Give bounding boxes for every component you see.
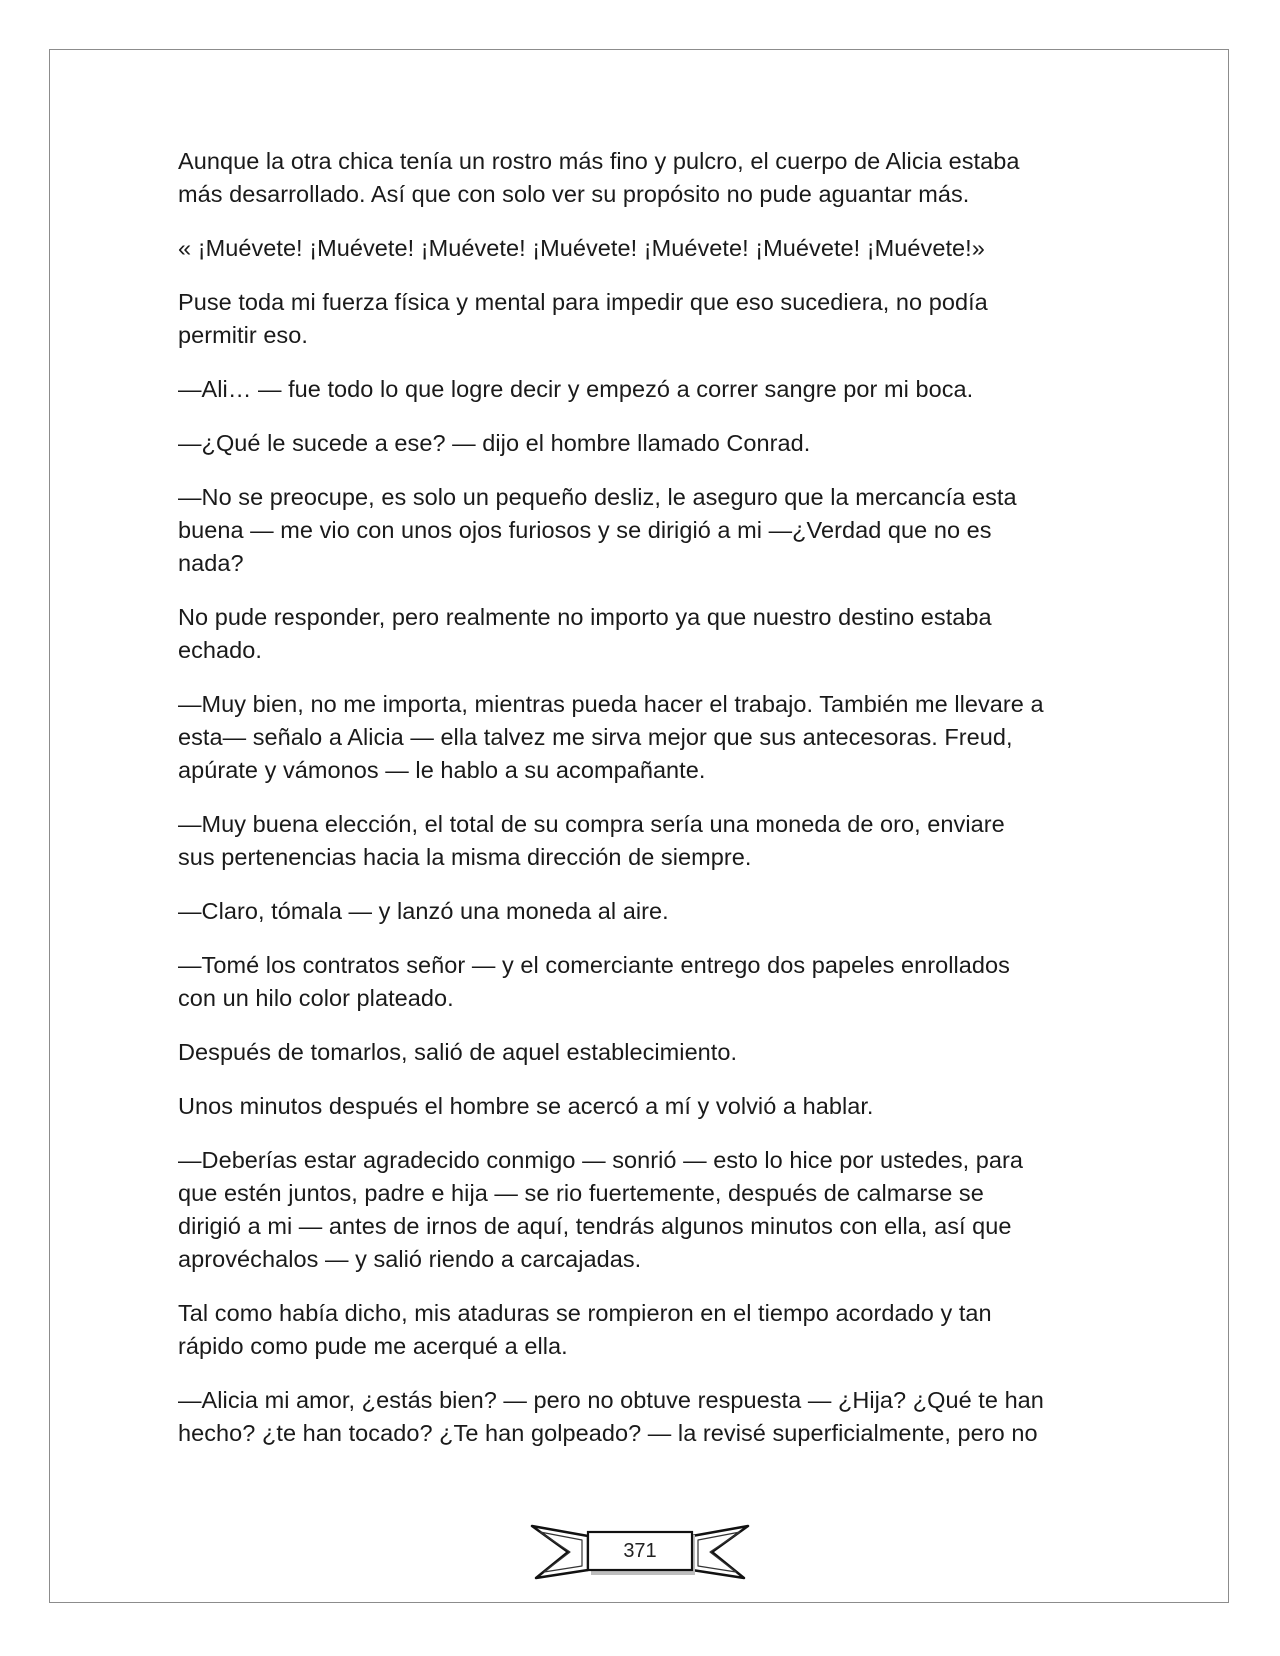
text-line: —Alicia mi amor, ¿estás bien? — pero no obtuve respuesta — ¿Hija? ¿Qué te han — [178, 1387, 1044, 1413]
text-line: —Muy bien, no me importa, mientras pueda hacer el trabajo. También me llevare a — [178, 691, 1044, 717]
paragraph — [178, 1384, 1118, 1450]
page-number: 371 — [623, 1540, 657, 1562]
text-line: Tal como había dicho, mis ataduras se rompieron en el tiempo acordado y tan — [178, 1300, 992, 1326]
text-line: esta— señalo a Alicia — ella talvez me sirva mejor que sus antecesoras. Freud, — [178, 724, 1013, 750]
paragraph — [178, 688, 1118, 787]
text-line: « ¡Muévete! ¡Muévete! ¡Muévete! ¡Muévete! ¡Muévete! ¡Muévete! ¡Muévete!» — [178, 235, 985, 261]
paragraph — [178, 1144, 1118, 1276]
text-line: Después de tomarlos, salió de aquel establecimiento. — [178, 1039, 738, 1065]
text-line: con un hilo color plateado. — [178, 985, 454, 1011]
paragraph — [178, 481, 1118, 580]
text-line: nada? — [178, 550, 244, 576]
page-text — [178, 145, 1118, 1471]
paragraph — [178, 427, 1118, 460]
text-line: Aunque la otra chica tenía un rostro más fino y pulcro, el cuerpo de Alicia estaba — [178, 148, 1020, 174]
text-line: aprovéchalos — y salió riendo a carcajadas. — [178, 1246, 642, 1272]
paragraph — [178, 1090, 1118, 1123]
text-line: más desarrollado. Así que con solo ver su propósito no pude aguantar más. — [178, 181, 970, 207]
text-line: permitir eso. — [178, 322, 308, 348]
paragraph — [178, 949, 1118, 1015]
text-line: echado. — [178, 637, 262, 663]
text-line: apúrate y vámonos — le hablo a su acompañante. — [178, 757, 706, 783]
paragraph — [178, 286, 1118, 352]
text-line: —No se preocupe, es solo un pequeño desliz, le aseguro que la mercancía esta — [178, 484, 1017, 510]
text-line: buena — me vio con unos ojos furiosos y se dirigió a mi —¿Verdad que no es — [178, 517, 992, 543]
text-line: que estén juntos, padre e hija — se rio fuertemente, después de calmarse se — [178, 1180, 984, 1206]
paragraph — [178, 808, 1118, 874]
paragraph — [178, 373, 1118, 406]
text-line: —Ali… — fue todo lo que logre decir y empezó a correr sangre por mi boca. — [178, 376, 974, 402]
text-line: No pude responder, pero realmente no importo ya que nuestro destino estaba — [178, 604, 992, 630]
text-line: —Deberías estar agradecido conmigo — sonrió — esto lo hice por ustedes, para — [178, 1147, 1024, 1173]
paragraph — [178, 1297, 1118, 1363]
text-line: —Muy buena elección, el total de su compra sería una moneda de oro, enviare — [178, 811, 1005, 837]
text-line: —Tomé los contratos señor — y el comerciante entrego dos papeles enrollados — [178, 952, 1010, 978]
paragraph — [178, 601, 1118, 667]
text-line: rápido como pude me acerqué a ella. — [178, 1333, 568, 1359]
page-number-banner — [530, 1518, 750, 1590]
text-line: hecho? ¿te han tocado? ¿Te han golpeado? — la revisé superficialmente, pero no — [178, 1420, 1038, 1446]
text-line: dirigió a mi — antes de irnos de aquí, tendrás algunos minutos con ella, así que — [178, 1213, 1012, 1239]
paragraph — [178, 145, 1118, 211]
text-line: Unos minutos después el hombre se acercó a mí y volvió a hablar. — [178, 1093, 874, 1119]
text-line: —Claro, tómala — y lanzó una moneda al aire. — [178, 898, 669, 924]
paragraph — [178, 895, 1118, 928]
text-line: sus pertenencias hacia la misma dirección de siempre. — [178, 844, 752, 870]
paragraph — [178, 232, 1118, 265]
paragraph — [178, 1036, 1118, 1069]
text-line: —¿Qué le sucede a ese? — dijo el hombre llamado Conrad. — [178, 430, 811, 456]
text-line: Puse toda mi fuerza física y mental para impedir que eso sucediera, no podía — [178, 289, 988, 315]
